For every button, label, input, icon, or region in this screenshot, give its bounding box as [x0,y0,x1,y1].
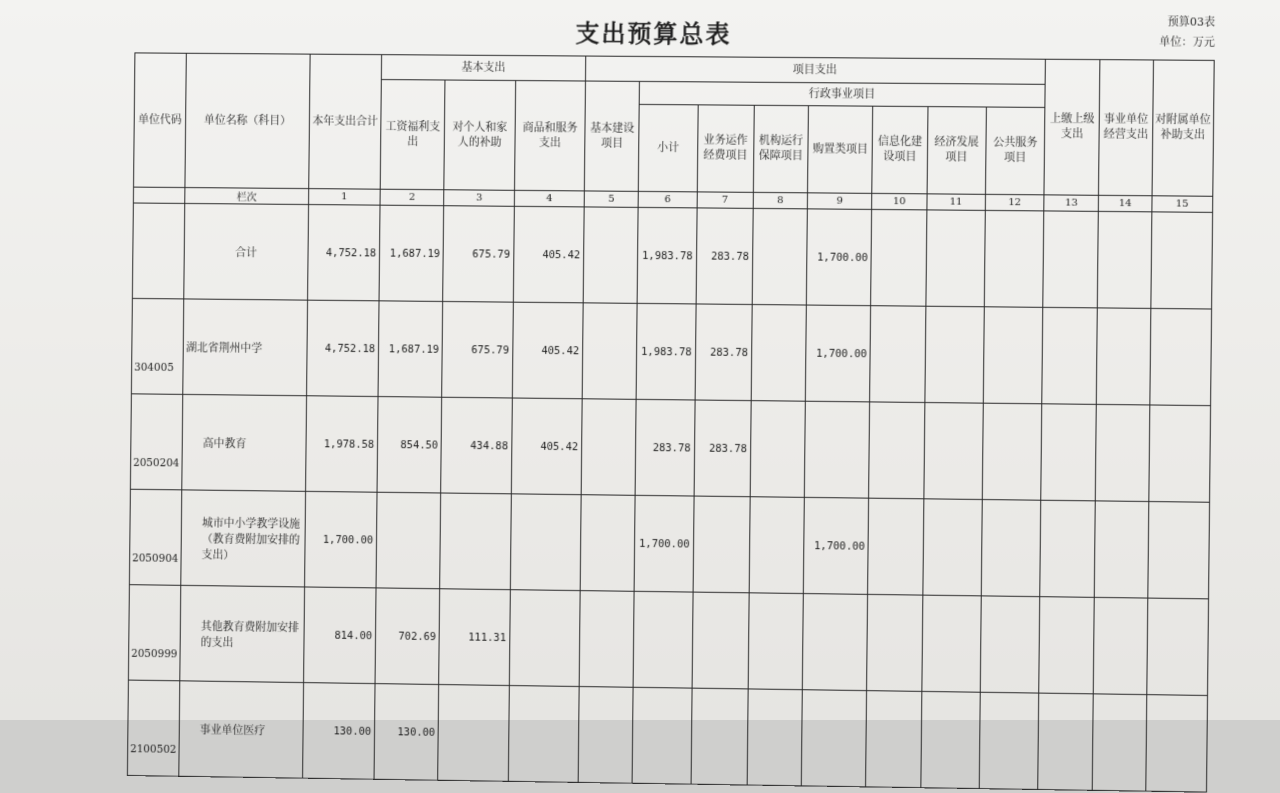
cell-subtotal [633,591,692,688]
row-name: 事业单位医疗 [179,681,303,778]
header-subsidiary: 对附属单位补助支出 [1152,60,1215,196]
cell-remit [1041,404,1097,501]
cell-economic [926,210,986,307]
cell-personal: 675.79 [442,301,513,398]
header-personal: 对个人和家人的补助 [444,80,515,190]
cell-economic [922,499,982,596]
header-institution: 机构运行保障项目 [753,105,808,193]
document-title: 支出预算总表 [575,18,732,49]
cell-subsidiary [1147,502,1209,599]
table-row [128,585,1208,696]
cell-subtotal: 1,983.78 [636,303,695,400]
row-code: 2050904 [129,489,182,585]
row-name: 高中教育 [182,394,306,491]
cell-informatization [871,209,927,306]
index-col: 9 [807,193,872,210]
index-col: 13 [1044,195,1099,212]
cell-business [1093,694,1147,791]
header-total: 本年支出合计 [309,54,382,189]
cell-business [1094,597,1148,694]
cell-purchase [804,401,870,498]
table-row [130,394,1210,502]
table-row [127,680,1207,792]
cell-goods: 405.42 [513,206,584,303]
header-business: 事业单位经营支出 [1099,60,1153,196]
cell-remit [1038,693,1094,790]
cell-personal: 434.88 [441,397,512,494]
cell-construction [581,399,636,496]
cell-purchase [802,594,868,691]
cell-public-service [979,692,1039,789]
cell-total: 1,700.00 [304,491,377,588]
cell-purchase: 1,700.00 [805,305,871,402]
cell-total: 4,752.18 [306,300,379,396]
cell-operation: 283.78 [695,304,752,401]
budget-document [41,0,1268,756]
index-col: 4 [514,190,584,207]
cell-salary: 702.69 [375,588,440,685]
cell-total: 4,752.18 [307,205,380,301]
cell-operation [692,592,749,689]
cell-institution [750,401,805,498]
table-row [131,298,1211,405]
cell-purchase [801,690,867,787]
cell-informatization [870,306,926,403]
cell-institution [748,593,803,690]
index-col: 12 [985,194,1044,211]
cell-subtotal: 283.78 [635,399,694,496]
unit-label: 单位：万元 [1159,35,1215,49]
table-row [129,489,1209,599]
cell-economic [925,306,985,403]
cell-institution [751,304,806,401]
cell-public-service [984,210,1044,307]
cell-salary: 1,687.19 [378,301,443,397]
cell-remit [1042,307,1098,404]
cell-subsidiary [1145,695,1207,792]
cell-public-service [982,403,1042,500]
row-code: 304005 [131,298,184,394]
row-code: 2100502 [127,680,180,776]
cell-public-service [981,500,1041,597]
index-col: 2 [380,189,444,206]
header-remit: 上缴上级支出 [1044,59,1100,195]
cell-remit [1040,500,1096,597]
cell-purchase: 1,700.00 [803,497,869,594]
cell-goods [510,494,581,591]
header-admin: 行政事业项目 [639,81,1045,107]
cell-personal: 111.31 [439,589,510,686]
cell-construction [580,495,635,592]
index-col: 6 [638,191,696,208]
header-purchase: 购置类项目 [808,106,873,194]
row-code [132,203,185,299]
header-unit-code: 单位代码 [134,53,187,188]
index-col: 14 [1099,195,1152,212]
row-name: 合计 [184,203,308,300]
cell-personal [438,685,509,782]
form-number: 预算03表 [1167,15,1216,29]
index-col: 11 [927,194,986,211]
header-salary: 工资福利支出 [380,80,445,190]
cell-institution [749,497,804,594]
cell-subsidiary [1146,598,1208,695]
cell-goods [508,686,579,783]
cell-public-service [980,596,1040,693]
header-project: 项目支出 [586,56,1046,84]
cell-operation [691,688,748,785]
header-construction: 基本建设项目 [584,81,639,191]
cell-business [1097,308,1151,405]
header-goods: 商品和服务支出 [514,81,585,191]
cell-subsidiary [1150,212,1212,309]
header-informatization: 信息化建设项目 [872,106,927,194]
cell-salary: 1,687.19 [379,205,444,301]
table-row [132,203,1212,309]
cell-operation [693,496,750,593]
cell-subsidiary [1148,405,1210,502]
cell-construction [583,207,638,303]
cell-salary: 854.50 [377,397,442,493]
cell-informatization [869,402,925,499]
cell-goods: 405.42 [512,302,583,399]
header-public-service: 公共服务项目 [985,107,1045,195]
cell-institution [752,208,807,305]
cell-personal: 675.79 [443,206,514,302]
cell-salary [376,492,441,589]
row-name: 城市中小学教学设施（教育费附加安排的支出） [181,490,305,587]
cell-subtotal: 1,700.00 [634,495,693,592]
cell-informatization [868,498,924,595]
index-col: 7 [697,192,754,208]
cell-construction [579,591,634,688]
index-col: 1 [308,189,380,206]
cell-economic [920,691,980,788]
cell-subsidiary [1149,308,1211,405]
cell-personal [440,493,511,590]
header-subtotal: 小计 [639,104,698,191]
index-col: 5 [584,191,638,207]
cell-informatization [867,594,923,691]
row-name: 其他教育费附加安排的支出 [180,585,304,682]
cell-economic [921,595,981,692]
cell-business [1096,404,1150,501]
cell-total: 130.00 [302,683,375,780]
cell-construction [578,687,633,784]
cell-public-service [983,307,1043,404]
row-code: 2050999 [128,585,181,681]
cell-business [1098,211,1152,308]
header-operation: 业务运作经费项目 [697,105,754,193]
cell-subtotal [632,687,691,784]
cell-business [1095,501,1149,598]
row-name: 湖北省荆州中学 [183,299,307,396]
cell-total: 1,978.58 [305,396,378,492]
index-label: 栏次 [185,188,309,205]
budget-table [127,52,1215,792]
header-unit-name: 单位名称（科目） [185,53,310,188]
cell-construction [582,303,637,400]
cell-remit [1039,597,1095,694]
cell-institution [747,689,802,786]
cell-purchase: 1,700.00 [806,209,872,306]
row-code: 2050204 [130,394,183,490]
cell-operation: 283.78 [694,400,751,497]
index-blank [133,187,185,203]
cell-economic [923,403,983,500]
cell-informatization [866,691,922,788]
index-col: 3 [444,190,514,207]
cell-salary: 130.00 [374,684,439,781]
cell-goods [509,590,580,687]
cell-remit [1043,211,1099,308]
header-economic: 经济发展项目 [927,107,987,195]
index-col: 10 [872,193,927,210]
cell-total: 814.00 [303,587,376,684]
cell-operation: 283.78 [696,208,753,305]
index-col: 8 [753,192,808,208]
cell-goods: 405.42 [511,398,582,495]
index-col: 15 [1152,196,1213,213]
cell-subtotal: 1,983.78 [637,207,696,304]
header-basic: 基本支出 [381,55,585,81]
